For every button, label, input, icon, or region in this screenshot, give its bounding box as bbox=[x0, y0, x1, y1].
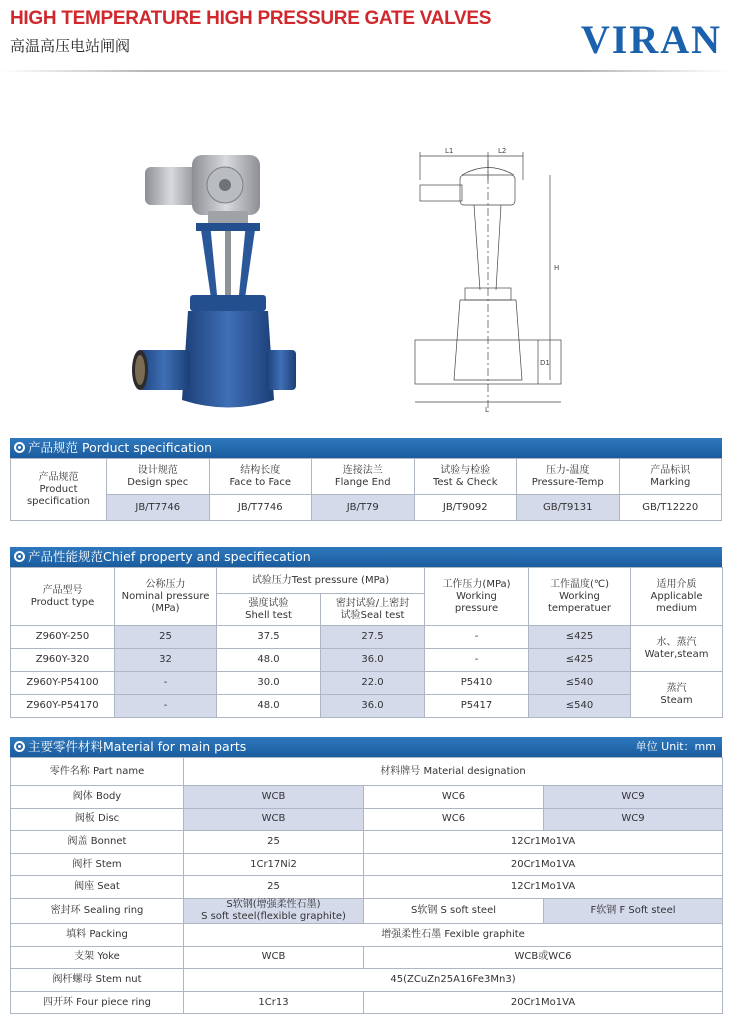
spec-col-flange bbox=[312, 459, 415, 495]
table-cell: WC9 bbox=[544, 808, 723, 831]
cell-text: temperatuer bbox=[547, 602, 612, 614]
spec-table bbox=[10, 458, 722, 521]
dim-h: H bbox=[554, 264, 560, 272]
cell-text: Shell test bbox=[245, 609, 292, 621]
material-row-yoke bbox=[11, 946, 723, 969]
table-cell: ≤425 bbox=[529, 649, 631, 672]
table-cell: 阀座 Seat bbox=[11, 876, 184, 899]
header-divider bbox=[0, 70, 730, 72]
table-cell: 零件名称 Part name bbox=[11, 758, 184, 786]
material-row-fourpiece bbox=[11, 991, 723, 1014]
table-cell: ≤540 bbox=[529, 695, 631, 718]
spec-col-test bbox=[414, 459, 517, 495]
chief-h-type bbox=[11, 568, 115, 626]
material-table bbox=[10, 757, 723, 1014]
table-cell: 48.0 bbox=[217, 695, 321, 718]
bullet-icon bbox=[14, 551, 25, 562]
table-cell: 36.0 bbox=[321, 649, 425, 672]
bullet-icon bbox=[14, 741, 25, 752]
table-cell: 12Cr1Mo1VA bbox=[364, 876, 723, 899]
section-chief-header: 产品性能规范Chief property and specifiecation bbox=[10, 547, 722, 567]
table-cell: F软钢 F Soft steel bbox=[544, 898, 723, 923]
table-cell: 1Cr17Ni2 bbox=[184, 853, 364, 876]
cell-text: Working bbox=[456, 590, 497, 602]
material-row-disc bbox=[11, 808, 723, 831]
table-cell: 20Cr1Mo1VA bbox=[364, 991, 723, 1014]
chief-h-shell bbox=[217, 594, 321, 626]
spec-col-pt bbox=[517, 459, 620, 495]
cell-text: 试验Seal test bbox=[340, 609, 405, 621]
cell-text: Nominal pressure bbox=[121, 590, 210, 602]
table-cell: 材料牌号 Material designation bbox=[184, 758, 723, 786]
spec-row-label bbox=[11, 459, 107, 521]
chief-medium-1 bbox=[631, 626, 723, 672]
material-row-stemnut bbox=[11, 969, 723, 992]
cell-text: Marking bbox=[650, 476, 691, 488]
chief-h-wt bbox=[529, 568, 631, 626]
page-title: HIGH TEMPERATURE HIGH PRESSURE GATE VALVES bbox=[10, 8, 492, 29]
chief-row bbox=[11, 626, 723, 649]
cell-text: 设计规范 bbox=[137, 464, 178, 476]
table-cell: P5417 bbox=[425, 695, 529, 718]
table-cell: 填料 Packing bbox=[11, 923, 184, 946]
table-cell: - bbox=[115, 672, 217, 695]
table-cell: 20Cr1Mo1VA bbox=[364, 853, 723, 876]
cell-text: Working bbox=[559, 590, 600, 602]
spec-val-design: JB/T7746 bbox=[107, 495, 210, 521]
table-cell: - bbox=[425, 626, 529, 649]
table-cell: 22.0 bbox=[321, 672, 425, 695]
page-subtitle: 高温高压电站闸阀 bbox=[10, 37, 131, 55]
material-row-body bbox=[11, 786, 723, 809]
spec-col-marking bbox=[619, 459, 722, 495]
table-cell: 阀体 Body bbox=[11, 786, 184, 809]
table-cell: Z960Y-320 bbox=[11, 649, 115, 672]
table-cell: 36.0 bbox=[321, 695, 425, 718]
table-cell: WCB bbox=[184, 786, 364, 809]
cell-text: S soft steel(flexible graphite) bbox=[201, 910, 346, 922]
material-row-bonnet bbox=[11, 831, 723, 854]
cell-text: medium bbox=[655, 602, 698, 614]
table-cell: 32 bbox=[115, 649, 217, 672]
section-material-header: 主要零件材料Material for main parts 单位 Unit：mm bbox=[10, 737, 722, 757]
cell-text: 结构长度 bbox=[240, 464, 281, 476]
table-cell: 阀盖 Bonnet bbox=[11, 831, 184, 854]
cell-text: Applicable bbox=[650, 590, 703, 602]
table-cell: WCB bbox=[184, 946, 364, 969]
dim-l2: L2 bbox=[498, 147, 507, 155]
table-cell: 25 bbox=[115, 626, 217, 649]
table-cell: 阀板 Disc bbox=[11, 808, 184, 831]
cell-text: Test & Check bbox=[432, 476, 498, 488]
table-cell: 1Cr13 bbox=[184, 991, 364, 1014]
cell-text: 压力-温度 bbox=[545, 464, 590, 476]
cell-text: (MPa) bbox=[151, 602, 180, 614]
table-cell: P5410 bbox=[425, 672, 529, 695]
chief-h-seal bbox=[321, 594, 425, 626]
table-cell: - bbox=[425, 649, 529, 672]
table-cell: Z960Y-250 bbox=[11, 626, 115, 649]
table-cell: Z960Y-P54100 bbox=[11, 672, 115, 695]
chief-h-wp bbox=[425, 568, 529, 626]
cell-text: 工作温度(℃) bbox=[549, 578, 610, 590]
cell-text: specification bbox=[26, 495, 91, 507]
cell-text: Design spec bbox=[127, 476, 189, 488]
table-cell: 阀杆 Stem bbox=[11, 853, 184, 876]
chief-medium-2 bbox=[631, 672, 723, 718]
sealing-ring-s-graphite bbox=[184, 898, 364, 923]
cell-text: Product type bbox=[30, 596, 95, 608]
cell-text: Water,steam bbox=[644, 648, 709, 660]
spec-val-test: JB/T9092 bbox=[414, 495, 517, 521]
table-cell: 27.5 bbox=[321, 626, 425, 649]
chief-h-medium bbox=[631, 568, 723, 626]
cell-text: Product bbox=[39, 483, 78, 495]
dim-l: L bbox=[485, 406, 489, 414]
cell-text: 工作压力(MPa) bbox=[442, 578, 511, 590]
table-cell: - bbox=[115, 695, 217, 718]
table-cell: 30.0 bbox=[217, 672, 321, 695]
table-cell: 37.5 bbox=[217, 626, 321, 649]
cell-text: 适用介质 bbox=[656, 578, 697, 590]
material-row-packing bbox=[11, 923, 723, 946]
table-cell: ≤540 bbox=[529, 672, 631, 695]
chief-row bbox=[11, 649, 723, 672]
viran-logo: VIRAN bbox=[580, 17, 722, 62]
table-cell: ≤425 bbox=[529, 626, 631, 649]
cell-text: Steam bbox=[660, 694, 693, 706]
table-cell: 支架 Yoke bbox=[11, 946, 184, 969]
table-cell: 增强柔性石墨 Fexible graphite bbox=[184, 923, 723, 946]
chief-row bbox=[11, 695, 723, 718]
cell-text: 蒸汽 bbox=[666, 682, 687, 694]
chief-h-pn bbox=[115, 568, 217, 626]
table-cell: 45(ZCuZn25A16Fe3Mn3) bbox=[184, 969, 723, 992]
table-cell: 阀杆螺母 Stem nut bbox=[11, 969, 184, 992]
material-row-stem bbox=[11, 853, 723, 876]
spec-val-marking: GB/T12220 bbox=[619, 495, 722, 521]
cell-text: Pressure-Temp bbox=[531, 476, 604, 488]
cell-text: Face to Face bbox=[229, 476, 292, 488]
dim-d1: D1 bbox=[540, 359, 550, 367]
table-cell: 25 bbox=[184, 831, 364, 854]
section-spec-header: 产品规范 Porduct specification bbox=[10, 438, 722, 458]
dim-l1: L1 bbox=[445, 147, 454, 155]
unit-label: 单位 Unit：mm bbox=[635, 740, 716, 753]
cell-text: 产品标识 bbox=[650, 464, 691, 476]
cell-text: pressure bbox=[454, 602, 499, 614]
spec-val-face: JB/T7746 bbox=[209, 495, 312, 521]
table-cell: 48.0 bbox=[217, 649, 321, 672]
spec-val-flange: JB/T79 bbox=[312, 495, 415, 521]
cell-text: 试验与检验 bbox=[440, 464, 491, 476]
material-header-row bbox=[11, 758, 723, 786]
table-cell: WC6 bbox=[364, 786, 544, 809]
cell-text: 公称压力 bbox=[145, 578, 186, 590]
cell-text: S软钢(增强柔性石墨) bbox=[226, 898, 321, 910]
material-row-sealing bbox=[11, 898, 723, 923]
table-cell: WCB或WC6 bbox=[364, 946, 723, 969]
cell-text: 连接法兰 bbox=[342, 464, 383, 476]
valve-technical-drawing bbox=[400, 140, 600, 420]
spec-val-pt: GB/T9131 bbox=[517, 495, 620, 521]
table-cell: 12Cr1Mo1VA bbox=[364, 831, 723, 854]
chief-h-test: 试验压力Test pressure (MPa) bbox=[217, 568, 425, 594]
cell-text: 密封试验/上密封 bbox=[335, 597, 410, 609]
table-cell: WC6 bbox=[364, 808, 544, 831]
cell-text: 产品型号 bbox=[42, 584, 83, 596]
cell-text: 强度试验 bbox=[248, 597, 289, 609]
bullet-icon bbox=[14, 442, 25, 453]
table-cell: S软钢 S soft steel bbox=[364, 898, 544, 923]
table-cell: WC9 bbox=[544, 786, 723, 809]
table-cell: WCB bbox=[184, 808, 364, 831]
cell-text: 产品规范 bbox=[38, 471, 79, 483]
chief-row bbox=[11, 672, 723, 695]
table-cell: 25 bbox=[184, 876, 364, 899]
spec-col-face bbox=[209, 459, 312, 495]
spec-col-design bbox=[107, 459, 210, 495]
cell-text: Flange End bbox=[334, 476, 391, 488]
table-cell: 密封环 Sealing ring bbox=[11, 898, 184, 923]
chief-table bbox=[10, 567, 723, 718]
table-cell: Z960Y-P54170 bbox=[11, 695, 115, 718]
valve-photo bbox=[130, 145, 300, 415]
cell-text: 水、蒸汽 bbox=[656, 636, 697, 648]
table-cell: 四开环 Four piece ring bbox=[11, 991, 184, 1014]
material-row-seat bbox=[11, 876, 723, 899]
